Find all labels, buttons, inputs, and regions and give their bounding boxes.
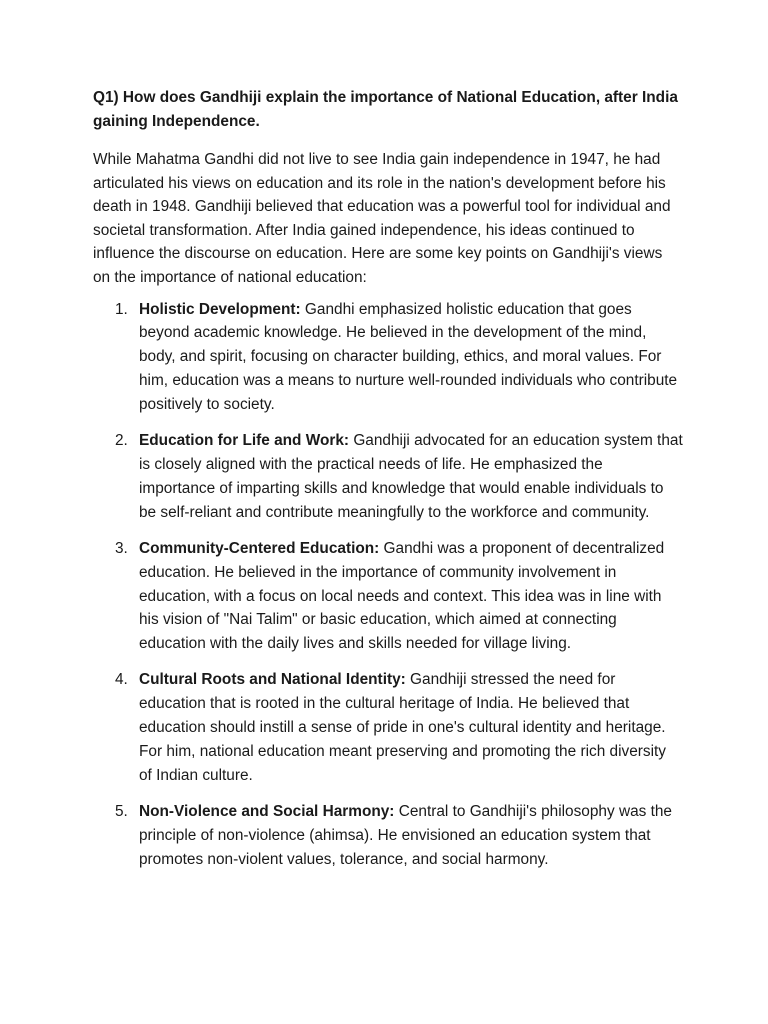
list-item: [93, 429, 683, 525]
list-item: [93, 298, 683, 418]
list-item-number: 5.: [115, 802, 128, 820]
list-item-number: 3.: [115, 539, 128, 557]
list-item-number: 4.: [115, 671, 128, 689]
list-item: [93, 800, 683, 872]
list-item-text: Gandhi was a proponent of decentralized education. He believed in the importance of community involvement in education, with a focus on local needs and context. This idea was in line with his vision of "Nai Talim" or basic education, which aimed at connecting education with the daily lives and skills needed for village living.: [139, 539, 665, 653]
question-heading: Q1) How does Gandhiji explain the importance of National Education, after India gaining Independence.: [93, 89, 678, 130]
list-item-text: Gandhiji stressed the need for education that is rooted in the cultural heritage of India. He believed that education should instill a sense of pride in one's cultural identity and heritage. For him, national education meant preserving and promoting the rich diversity of Indian culture.: [139, 671, 666, 784]
list-item-number: 2.: [115, 432, 128, 450]
list-item-text: Gandhiji advocated for an education system that is closely aligned with the practical needs of life. He emphasized the importance of imparting skills and knowledge that would enable individuals to be self-reliant and contribute meaningfully to the workforce and community.: [139, 432, 683, 521]
list-item-term: Community-Centered Education:: [139, 539, 380, 557]
list-item-term: Cultural Roots and National Identity:: [139, 671, 406, 689]
list-item: [93, 668, 683, 788]
key-points-list: [93, 298, 683, 872]
list-item: [93, 537, 683, 657]
intro-paragraph: While Mahatma Gandhi did not live to see India gain independence in 1947, he had articulated his views on education and its role in the nation's development before his death in 1948. Gandhiji believed that education was a powerful tool for individual and societal transformation. After India gained independence, his ideas continued to influence the discourse on education. Here are some key points on Gandhiji's views on the importance of national education:: [93, 151, 671, 286]
list-item-number: 1.: [115, 300, 128, 318]
document-page: [93, 86, 683, 884]
list-item-term: Education for Life and Work:: [139, 432, 350, 450]
list-item-text: Central to Gandhiji's philosophy was the principle of non-violence (ahimsa). He envisioned an education system that promotes non-violent values, tolerance, and social harmony.: [139, 802, 672, 868]
list-item-term: Non-Violence and Social Harmony:: [139, 802, 395, 820]
list-item-text: Gandhi emphasized holistic education that goes beyond academic knowledge. He believed in the development of the mind, body, and spirit, focusing on character building, ethics, and moral values. For him, education was a means to nurture well-rounded individuals who contribute positively to society.: [139, 300, 678, 414]
list-item-term: Holistic Development:: [139, 300, 301, 318]
